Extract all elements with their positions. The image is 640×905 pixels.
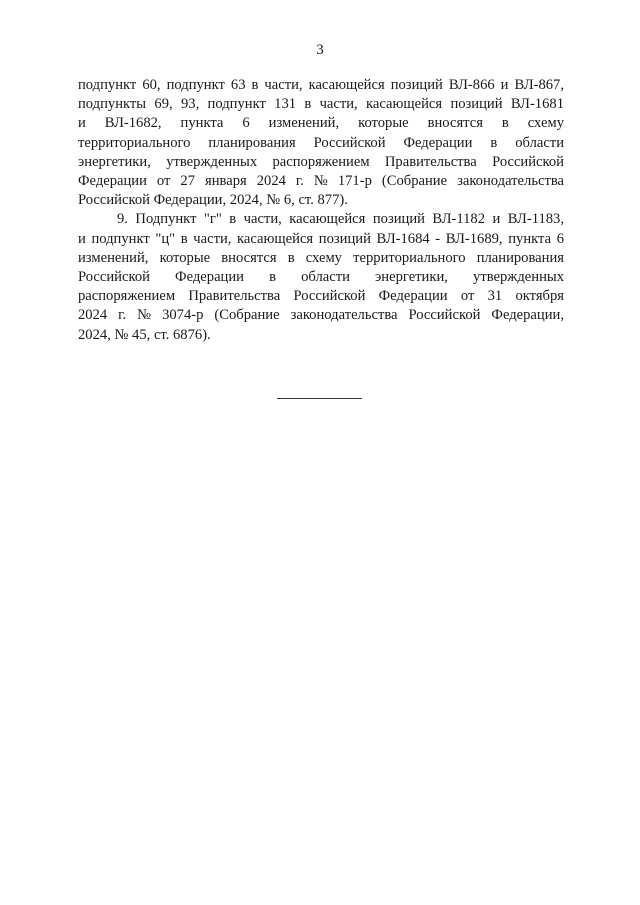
text-line: подпункт 60, подпункт 63 в части, касающейся позиций ВЛ-866 и ВЛ-867, [78, 77, 564, 93]
text-line: энергетики, утвержденных распоряжением Правительства Российской [78, 153, 564, 170]
text-line: и ВЛ-1682, пункта 6 изменений, которые вносятся в схему [78, 115, 564, 132]
page-number: 3 [316, 42, 324, 58]
text-line: изменений, которые вносятся в схему территориального планирования [78, 249, 564, 266]
text-line: 9. Подпункт "г" в части, касающейся позиций ВЛ-1182 и ВЛ-1183, [117, 211, 564, 228]
text-line: 2024 г. № 3074-р (Собрание законодательства Российской Федерации, [78, 307, 564, 324]
paragraph-9 [78, 210, 564, 344]
text-line: 2024, № 45, ст. 6876). [78, 326, 211, 343]
document-body [78, 76, 564, 345]
text-line: распоряжением Правительства Российской Федерации от 31 октября [78, 288, 564, 305]
text-line: и подпункт "ц" в части, касающейся позиций ВЛ-1684 - ВЛ-1689, пункта 6 [78, 230, 564, 247]
text-line: подпункты 69, 93, подпункт 131 в части, касающейся позиций ВЛ-1681 [78, 96, 564, 113]
paragraph-8-continuation [78, 76, 564, 210]
text-line: территориального планирования Российской Федерации в области [78, 134, 564, 151]
text-line: Российской Федерации в области энергетики, утвержденных [78, 269, 564, 286]
text-line: Российской Федерации, 2024, № 6, ст. 877). [78, 192, 348, 209]
text-line: Федерации от 27 января 2024 г. № 171-р (Собрание законодательства [78, 173, 564, 190]
end-separator-line [277, 398, 362, 399]
